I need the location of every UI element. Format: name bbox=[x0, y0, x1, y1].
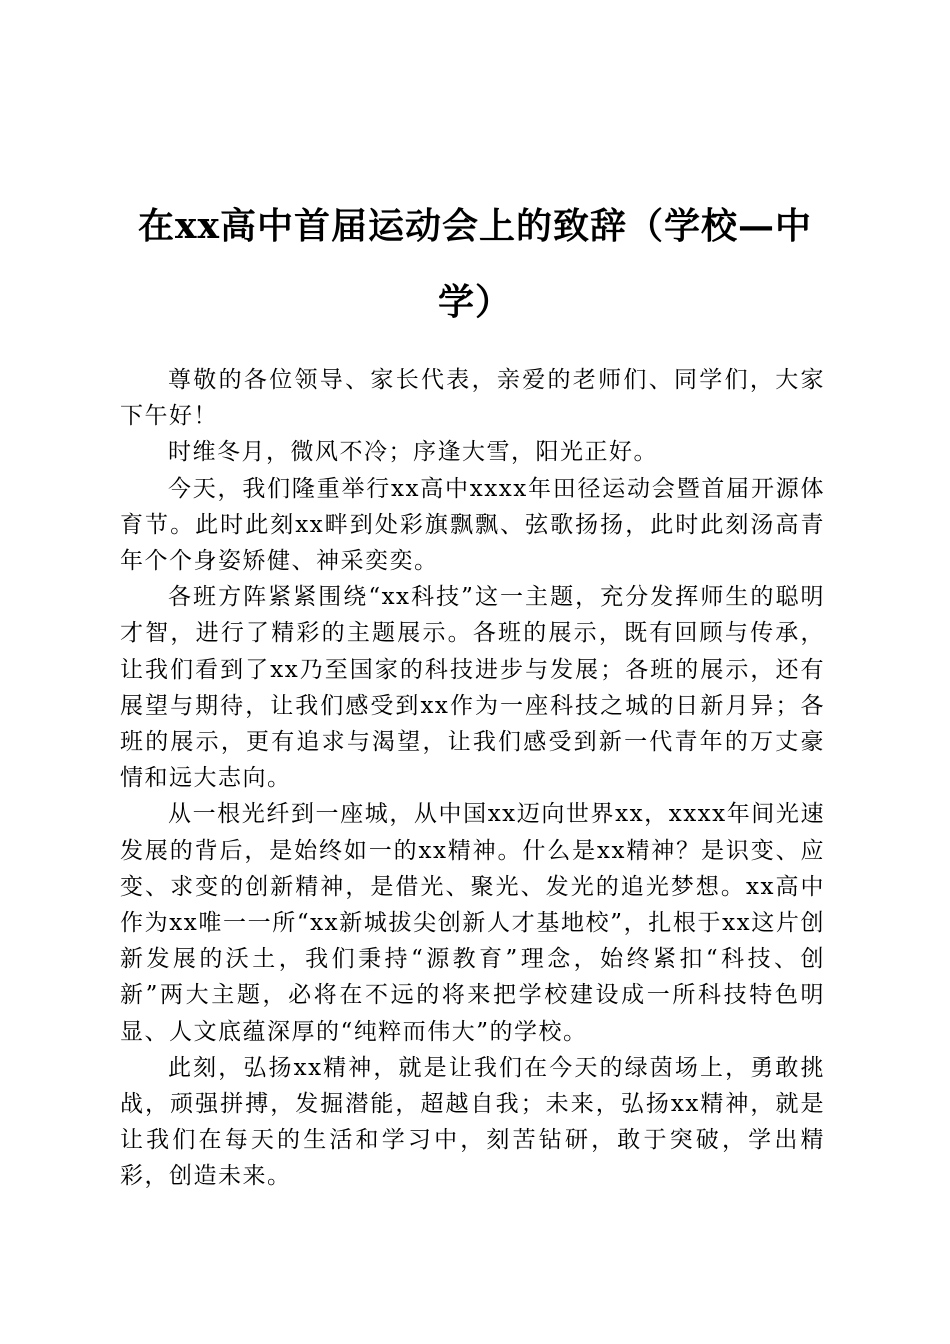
paragraph-event: 今天，我们隆重举行xx高中xxxx年田径运动会暨首届开源体育节。此时此刻xx畔到处彩旗飘飘、弦歌扬扬，此时此刻汤高青年个个身姿矫健、神采奕奕。 bbox=[120, 475, 825, 575]
paragraph-spirit: 从一根光纤到一座城，从中国xx迈向世界xx，xxxx年间光速发展的背后，是始终如一的xx精神。什么是xx精神？是识变、应变、求变的创新精神，是借光、聚光、发光的追光梦想。xx高中作为xx唯一一所“xx新城拔尖创新人才基地校”，扎根于xx这片创新发展的沃土，我们秉持“源教育”理念，始终紧扣“科技、创新”两大主题，必将在不远的将来把学校建设成一所科技特色明显、人文底蕴深厚的“纯粹而伟大”的学校。 bbox=[120, 801, 825, 1045]
paragraph-class-display: 各班方阵紧紧围绕“xx科技”这一主题，充分发挥师生的聪明才智，进行了精彩的主题展示。各班的展示，既有回顾与传承，让我们看到了xx乃至国家的科技进步与发展；各班的展示，还有展望与期待，让我们感受到xx作为一座科技之城的日新月异；各班的展示，更有追求与渴望，让我们感受到新一代青年的万丈豪情和远大志向。 bbox=[120, 584, 825, 792]
paragraph-season: 时维冬月，微风不冷；序逢大雪，阳光正好。 bbox=[168, 439, 658, 466]
paragraph-greeting: 尊敬的各位领导、家长代表，亲爱的老师们、同学们，大家下午好！ bbox=[120, 367, 825, 430]
document-title: 在xx高中首届运动会上的致辞（学校—中学） bbox=[138, 205, 812, 323]
paragraph-closing: 此刻，弘扬xx精神，就是让我们在今天的绿茵场上，勇敢挑战，顽强拼搏，发掘潜能，超越自我；未来，弘扬xx精神，就是让我们在每天的生活和学习中，刻苦钻研，敢于突破，学出精彩，创造未来。 bbox=[120, 1054, 825, 1190]
document-body bbox=[120, 362, 825, 1195]
